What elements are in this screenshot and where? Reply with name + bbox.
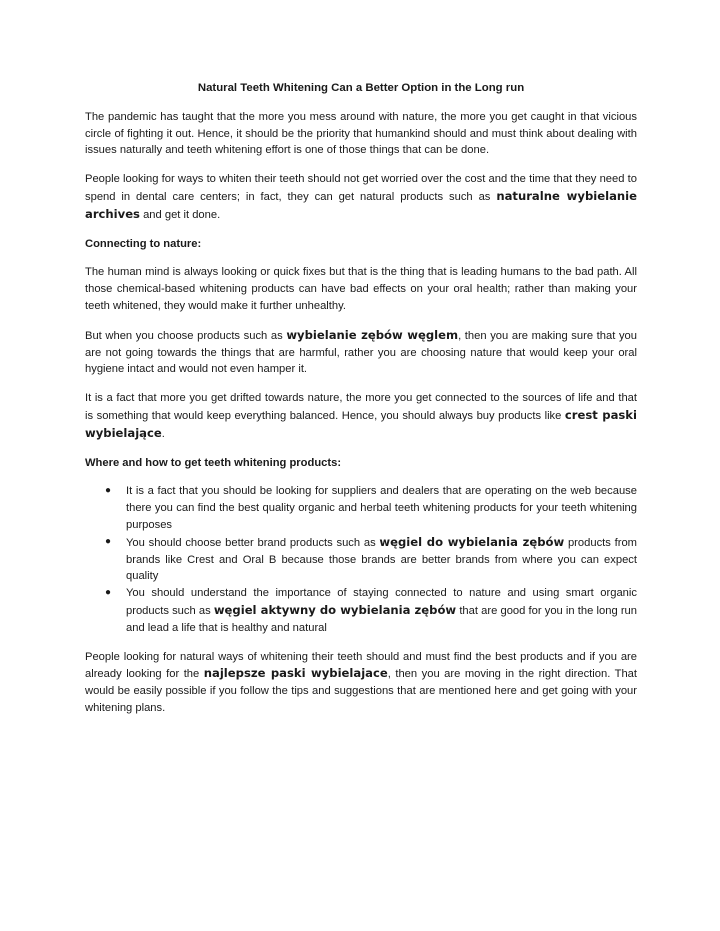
bullet-icon: ● <box>105 587 112 599</box>
text-segment: , then you are making sure that you are not going towards the things that are harmful, rather you are choosing nature that would keep your oral hygiene intact and would not even hamper it. <box>85 329 637 376</box>
text-segment: You should choose better brand products such as <box>126 536 380 549</box>
list-item <box>85 483 637 533</box>
text-segment: It is a fact that you should be looking for suppliers and dealers that are operating on the web because there you can find the best quality organic and herbal teeth whitening products for your teeth whitening purposes <box>126 485 637 531</box>
paragraph-drift-nature <box>85 390 637 442</box>
section-heading-connecting: Connecting to nature: <box>85 237 202 250</box>
text-segment: products from brands like Crest and Oral B because those brands are better brands from where you can expect quality <box>126 536 637 583</box>
document-page <box>85 80 637 729</box>
keyword-link-najlepsze-paski[interactable]: najlepsze paski wybielajace <box>203 666 388 681</box>
document-title: Natural Teeth Whitening Can a Better Option in the Long run <box>197 82 525 94</box>
list-item <box>85 585 637 636</box>
text-segment: and get it done. <box>139 208 221 221</box>
section-heading-where-how: Where and how to get teeth whitening products: <box>85 456 342 469</box>
paragraph-conclusion <box>85 649 637 717</box>
paragraph-natural-products <box>85 171 637 223</box>
text-segment: But when you choose products such as <box>85 329 287 342</box>
text-segment: You should understand the importance of staying connected to nature and using smart organic products such as <box>126 587 637 617</box>
text-segment: It is a fact that more you get drifted towards nature, the more you get connected to the sources of life and that is something that would keep everything balanced. Hence, you should always buy products like <box>85 392 637 422</box>
text-segment: , then you are moving in the right direction. That would be easily possible if you follow the tips and suggestions that are mentioned here and get going with your whitening plans. <box>85 668 637 714</box>
keyword-link-wegiel-do-wybielania[interactable]: węgiel do wybielania zębów <box>379 534 565 549</box>
paragraph-quick-fixes: The human mind is always looking or quick fixes but that is the thing that is leading humans to the bad path. All those chemical-based whitening products can have bad effects on your oral health; rather than making your teeth whitened, they would make it further unhealthy. <box>85 266 637 312</box>
text-segment: that are good for you in the long run and lead a life that is healthy and natural <box>126 604 637 634</box>
paragraph-charcoal <box>85 327 637 378</box>
list-item <box>85 534 637 585</box>
text-segment: People looking for natural ways of whitening their teeth should and must find the best products and if you are already looking for the <box>85 650 637 681</box>
keyword-link-crest-paski[interactable]: crest paski wybielające <box>85 407 637 440</box>
keyword-link-wybielanie-weglem[interactable]: wybielanie zębów węglem <box>286 327 459 342</box>
keyword-link-naturalne-wybielanie[interactable]: naturalne wybielanie archives <box>85 188 637 221</box>
text-segment: . <box>161 427 165 440</box>
bullet-icon: ● <box>105 485 112 497</box>
bullet-icon: ● <box>105 535 112 547</box>
text-segment: People looking for ways to whiten their teeth should not get worried over the cost and the time that they need to spend in dental care centers; in fact, they can get natural products such as <box>85 173 637 203</box>
bullet-list <box>85 483 637 636</box>
paragraph-intro: The pandemic has taught that the more you mess around with nature, the more you get caught in that vicious circle of fighting it out. Hence, it should be the priority that humankind should and must think about dealing with issues naturally and teeth whitening effort is one of those things that can be done. <box>85 110 637 157</box>
keyword-link-wegiel-aktywny[interactable]: węgiel aktywny do wybielania zębów <box>213 602 457 617</box>
